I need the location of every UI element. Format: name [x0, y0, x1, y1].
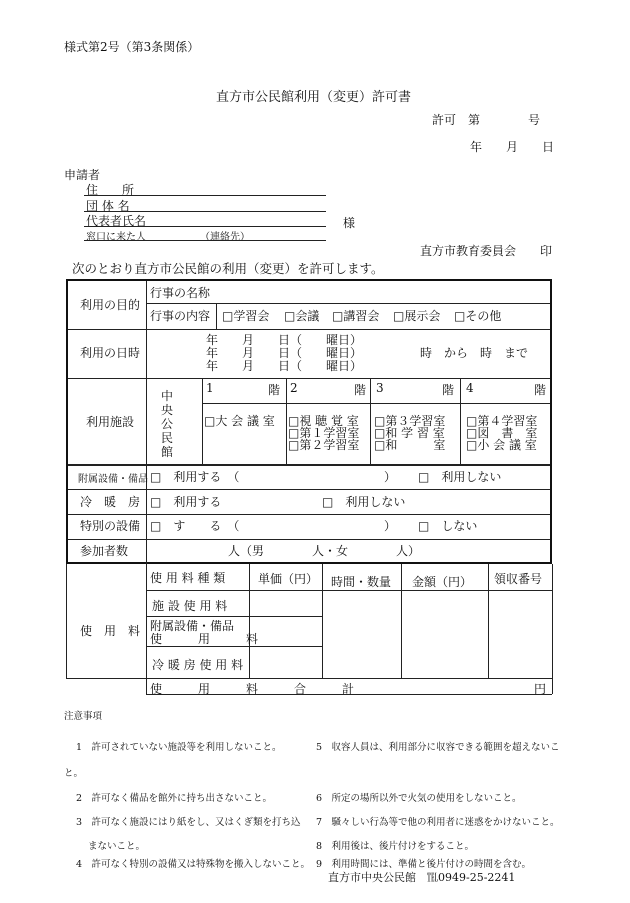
sama-label: 様 — [343, 216, 356, 230]
special-no-option[interactable]: □ しない — [418, 519, 478, 533]
note-4: 4 許可なく特別の設備又は特殊物を搬入しないこと。 — [76, 859, 311, 870]
room-wa-study[interactable]: □和 学 習 室 — [374, 426, 445, 440]
event-name-label: 行事の名称 — [150, 286, 211, 300]
special-close-paren: ） — [384, 519, 397, 533]
note-9: 9 利用時間には、準備と後片付けの時間を含む。 — [316, 859, 532, 870]
rep-line[interactable] — [84, 226, 326, 227]
fee-row-facility: 施 設 使 用 料 — [152, 599, 228, 613]
visitor-label: 窓口に来た人 — [86, 232, 146, 243]
address-label: 住 所 — [86, 183, 135, 197]
content-option-other[interactable]: □その他 — [454, 309, 502, 323]
special-yes-option[interactable]: □ す る （ — [150, 519, 240, 533]
room-study-3[interactable]: □第３学習室 — [374, 414, 446, 428]
page-title: 直方市公民館利用（変更）許可書 — [216, 90, 412, 105]
fee-header-qty: 時間・数量 — [331, 575, 392, 589]
footer-contact: 直方市中央公民館 ℡0949-25-2241 — [328, 871, 516, 884]
content-option-lecture[interactable]: □講習会 — [332, 309, 380, 323]
note-7: 7 騒々しい行為等で他の利用者に迷惑をかけないこと。 — [316, 817, 560, 828]
fee-total-label: 使 用 料 合 計 — [150, 682, 355, 696]
intro-text: 次のとおり直方市公民館の利用（変更）を許可します。 — [72, 261, 384, 276]
equip-close-paren: ） — [384, 470, 397, 484]
equip-no-option[interactable]: □ 利用しない — [418, 470, 502, 484]
fee-total-yen: 円 — [534, 682, 547, 696]
contact-label: （連絡先） — [200, 232, 250, 243]
note-3-cont: まないこと。 — [88, 841, 146, 852]
fee-row-equip-1: 附属設備・備品 — [150, 619, 235, 633]
date-row-3[interactable]: 年 月 日（ 曜日） — [206, 359, 363, 373]
content-option-study[interactable]: □学習会 — [222, 309, 270, 323]
event-content-label: 行事の内容 — [150, 309, 211, 323]
issuer-seal: 印 — [540, 244, 553, 258]
fee-header-unit: 単価（円） — [258, 572, 319, 586]
event-name-field[interactable] — [220, 282, 548, 300]
room-large-hall[interactable]: □大 会 議 室 — [204, 414, 275, 428]
fee-label: 使 用 料 — [80, 624, 141, 638]
note-6: 6 所定の場所以外で火気の使用をしないこと。 — [316, 793, 522, 804]
room-study-2[interactable]: □第２学習室 — [288, 438, 360, 452]
building-name: 中央公民館 — [160, 389, 173, 459]
room-av[interactable]: □視 聴 覚 室 — [288, 414, 359, 428]
form-number: 様式第2号（第3条関係） — [64, 40, 200, 54]
room-wa[interactable]: □和 室 — [374, 438, 446, 452]
fee-row-equip-2: 使 用 料 — [150, 632, 259, 646]
date-row-1[interactable]: 年 月 日（ 曜日） — [206, 333, 363, 347]
note-5: 5 収容人員は、利用部分に収容できる範囲を超えないこ — [316, 742, 560, 753]
attendees-field[interactable]: 人（男 人・女 人） — [228, 544, 421, 558]
applicant-label: 申請者 — [64, 168, 101, 182]
floor-4-num: 4 — [466, 381, 474, 395]
note-2: 2 許可なく備品を館外に持ち出さないこと。 — [76, 793, 273, 804]
aircon-use-option[interactable]: □ 利用する — [150, 495, 222, 509]
fee-header-amount: 金額（円） — [412, 575, 473, 589]
group-label: 団 体 名 — [86, 199, 130, 213]
floor-4-kai: 階 — [534, 383, 547, 397]
floor-3-num: 3 — [376, 381, 384, 395]
datetime-label: 利用の日時 — [80, 346, 141, 360]
rep-label: 代表者氏名 — [86, 214, 147, 228]
equip-label: 附属設備・備品 — [78, 474, 148, 485]
floor-1-num: 1 — [206, 381, 214, 395]
content-option-exhibit[interactable]: □展示会 — [393, 309, 441, 323]
room-study-1[interactable]: □第１学習室 — [288, 426, 360, 440]
special-label: 特別の設備 — [80, 519, 141, 533]
content-option-meeting[interactable]: □会議 — [284, 309, 320, 323]
note-1: 1 許可されていない施設等を利用しないこと。 — [76, 742, 282, 753]
date-row-2[interactable]: 年 月 日（ 曜日） — [206, 346, 363, 360]
note-8: 8 利用後は、後片付けをすること。 — [316, 841, 475, 852]
room-library[interactable]: □図 書 室 — [466, 426, 538, 440]
aircon-label: 冷 暖 房 — [80, 495, 141, 509]
time-range[interactable]: 時 から 時 まで — [420, 346, 529, 360]
visitor-line[interactable] — [84, 240, 326, 241]
purpose-label: 利用の目的 — [80, 298, 141, 312]
attendees-label: 参加者数 — [80, 544, 129, 558]
aircon-no-option[interactable]: □ 利用しない — [322, 495, 406, 509]
equip-use-option[interactable]: □ 利用する （ — [150, 470, 240, 484]
notes-title: 注意事項 — [64, 711, 103, 722]
issuer-name: 直方市教育委員会 — [420, 244, 517, 258]
address-line[interactable] — [84, 195, 326, 196]
room-small-meeting[interactable]: □小 会 議 室 — [466, 438, 537, 452]
floor-2-kai: 階 — [354, 383, 367, 397]
floor-3-kai: 階 — [442, 383, 455, 397]
note-5-cont: と。 — [64, 768, 84, 779]
facility-label: 利用施設 — [86, 415, 135, 429]
permit-date: 年 月 日 — [470, 140, 555, 154]
note-3: 3 許可なく施設にはり紙をし、又はくぎ類を打ち込 — [76, 817, 301, 828]
fee-row-aircon: 冷 暖 房 使 用 料 — [152, 658, 244, 672]
room-study-4[interactable]: □第４学習室 — [466, 414, 538, 428]
fee-header-type: 使 用 料 種 類 — [150, 571, 226, 585]
floor-1-kai: 階 — [268, 383, 281, 397]
floor-2-num: 2 — [290, 381, 298, 395]
fee-header-receipt: 領収番号 — [494, 572, 543, 586]
permit-number: 許可 第 号 — [432, 113, 541, 127]
